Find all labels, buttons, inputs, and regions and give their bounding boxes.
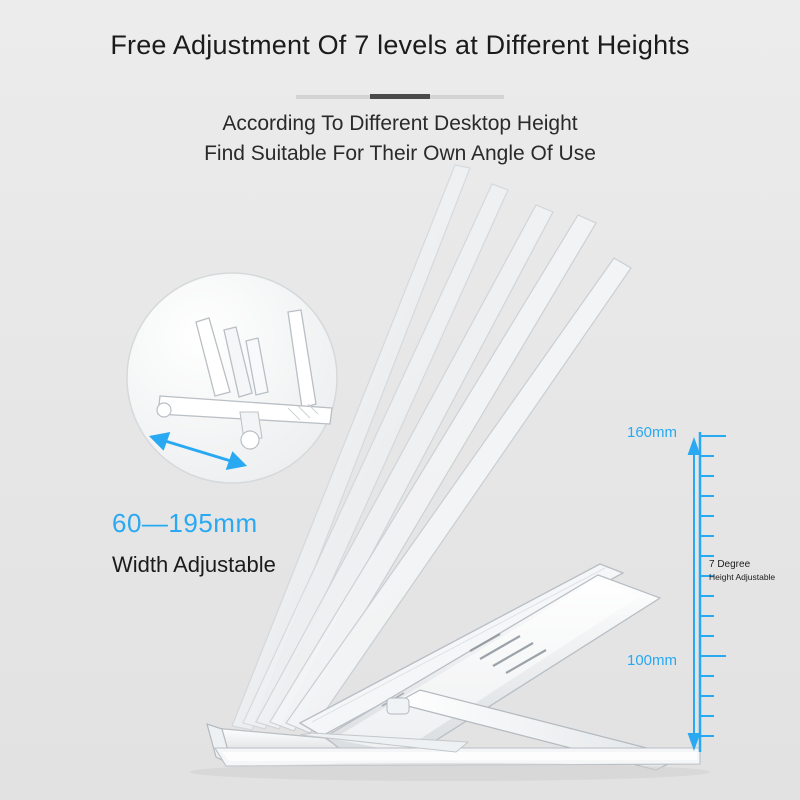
width-range-value: 60—195mm bbox=[112, 508, 258, 538]
divider-left bbox=[296, 95, 370, 99]
divider-center bbox=[370, 94, 430, 99]
page-title: Free Adjustment Of 7 levels at Different Heights bbox=[110, 30, 690, 60]
degree-subtitle: Height Adjustable bbox=[709, 572, 776, 582]
height-ruler bbox=[689, 432, 726, 752]
divider-right bbox=[430, 95, 504, 99]
degree-title: 7 Degree bbox=[709, 559, 751, 570]
stand-detail-bubble bbox=[127, 273, 337, 483]
ruler-top-label: 160mm bbox=[627, 424, 678, 441]
degree-callout bbox=[709, 558, 783, 584]
subtitle-line-1: According To Different Desktop Height bbox=[222, 112, 578, 135]
title-divider bbox=[296, 95, 504, 99]
width-adjustable-caption: Width Adjustable bbox=[112, 552, 276, 577]
subtitle-line-2: Find Suitable For Their Own Angle Of Use bbox=[204, 142, 596, 165]
ruler-bottom-label: 100mm bbox=[627, 652, 678, 669]
